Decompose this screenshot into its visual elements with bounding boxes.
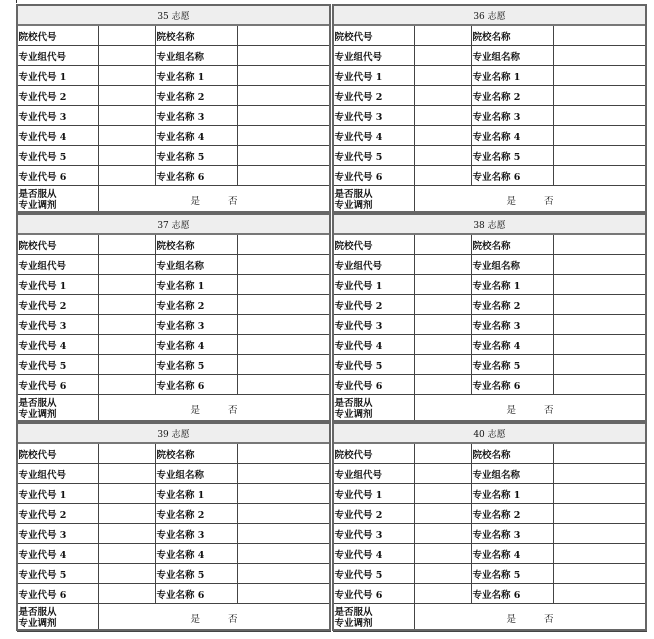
school-name-label: 院校名称: [471, 234, 553, 255]
form-row: [333, 504, 646, 524]
major-code-field[interactable]: [98, 484, 155, 504]
major-code-label: 专业代号 4: [333, 335, 414, 355]
major-code-label: 专业代号 6: [17, 375, 98, 395]
major-name-field[interactable]: [237, 66, 330, 86]
major-name-field[interactable]: [553, 375, 646, 395]
major-code-field[interactable]: [98, 544, 155, 564]
block-title: 38 志愿: [333, 214, 646, 234]
group-code-field[interactable]: [414, 255, 471, 275]
adjust-label: [333, 186, 414, 214]
school-name-label: 院校名称: [471, 25, 553, 46]
major-name-field[interactable]: [553, 355, 646, 375]
major-name-label: 专业名称 6: [471, 584, 553, 604]
form-row: [17, 464, 330, 484]
form-row: [17, 146, 330, 166]
volunteer-block: [16, 422, 331, 631]
major-name-label: 专业名称 5: [155, 564, 237, 584]
school-code-field[interactable]: [98, 25, 155, 46]
major-name-label: 专业名称 5: [471, 355, 553, 375]
block-title: 40 志愿: [333, 423, 646, 443]
major-code-label: 专业代号 3: [17, 315, 98, 335]
major-code-label: 专业代号 1: [17, 66, 98, 86]
major-code-field[interactable]: [414, 544, 471, 564]
major-code-label: 专业代号 2: [17, 295, 98, 315]
major-name-field[interactable]: [237, 584, 330, 604]
major-code-label: 专业代号 1: [17, 484, 98, 504]
major-name-field[interactable]: [237, 355, 330, 375]
top-border: [16, 0, 649, 3]
major-name-field[interactable]: [553, 564, 646, 584]
adjust-options: [98, 604, 330, 632]
major-name-label: 专业名称 5: [471, 564, 553, 584]
form-row: [17, 166, 330, 186]
yes-option[interactable]: 是: [190, 613, 200, 625]
major-code-label: 专业代号 4: [333, 126, 414, 146]
form-row: [333, 355, 646, 375]
adjust-line2: 专业调剂: [334, 199, 373, 211]
major-code-label: 专业代号 6: [333, 166, 414, 186]
group-name-field[interactable]: [237, 464, 330, 484]
major-name-label: 专业名称 1: [471, 484, 553, 504]
form-row: [17, 295, 330, 315]
adjust-options: [414, 186, 646, 214]
form-row: [17, 544, 330, 564]
form-row: [17, 504, 330, 524]
major-name-field[interactable]: [553, 66, 646, 86]
major-name-field[interactable]: [553, 504, 646, 524]
major-code-label: 专业代号 1: [333, 66, 414, 86]
yes-option[interactable]: 是: [190, 404, 200, 416]
adjust-line2: 专业调剂: [334, 408, 373, 420]
form-row: [333, 166, 646, 186]
major-name-label: 专业名称 2: [155, 295, 237, 315]
major-name-label: 专业名称 2: [471, 295, 553, 315]
major-code-label: 专业代号 1: [17, 275, 98, 295]
major-code-label: 专业代号 5: [17, 355, 98, 375]
major-name-label: 专业名称 4: [471, 544, 553, 564]
group-code-label: 专业组代号: [17, 46, 98, 66]
group-code-field[interactable]: [414, 464, 471, 484]
yes-option[interactable]: 是: [506, 613, 516, 625]
major-name-field[interactable]: [237, 315, 330, 335]
major-code-label: 专业代号 6: [17, 584, 98, 604]
major-code-field[interactable]: [414, 166, 471, 186]
major-code-label: 专业代号 4: [17, 544, 98, 564]
major-name-field[interactable]: [553, 524, 646, 544]
form-row: [17, 484, 330, 504]
no-option[interactable]: 否: [544, 404, 554, 416]
major-name-field[interactable]: [237, 504, 330, 524]
school-code-label: 院校代号: [333, 25, 414, 46]
group-code-label: 专业组代号: [333, 464, 414, 484]
major-code-label: 专业代号 5: [17, 564, 98, 584]
major-name-field[interactable]: [553, 544, 646, 564]
school-code-label: 院校代号: [333, 234, 414, 255]
form-row: [17, 25, 330, 46]
major-code-label: 专业代号 2: [17, 86, 98, 106]
major-name-field[interactable]: [553, 166, 646, 186]
major-code-label: 专业代号 3: [333, 524, 414, 544]
major-code-field[interactable]: [98, 355, 155, 375]
group-name-field[interactable]: [553, 46, 646, 66]
form-row: [333, 234, 646, 255]
group-code-label: 专业组代号: [333, 46, 414, 66]
major-name-label: 专业名称 5: [155, 355, 237, 375]
major-code-label: 专业代号 2: [333, 295, 414, 315]
form-row: [333, 126, 646, 146]
form-row: [17, 335, 330, 355]
major-code-label: 专业代号 3: [17, 524, 98, 544]
group-name-label: 专业组名称: [155, 46, 237, 66]
major-name-label: 专业名称 6: [155, 584, 237, 604]
form-row: [17, 66, 330, 86]
major-name-field[interactable]: [553, 86, 646, 106]
major-name-field[interactable]: [553, 275, 646, 295]
group-name-label: 专业组名称: [155, 464, 237, 484]
major-name-label: 专业名称 1: [155, 484, 237, 504]
major-name-label: 专业名称 1: [155, 66, 237, 86]
major-code-label: 专业代号 5: [333, 355, 414, 375]
major-code-label: 专业代号 2: [17, 504, 98, 524]
form-row: [17, 355, 330, 375]
form-row: [333, 584, 646, 604]
group-name-label: 专业组名称: [471, 46, 553, 66]
major-code-label: 专业代号 3: [17, 106, 98, 126]
form-row: [17, 375, 330, 395]
major-code-field[interactable]: [414, 564, 471, 584]
major-name-field[interactable]: [237, 146, 330, 166]
major-name-field[interactable]: [553, 335, 646, 355]
no-option[interactable]: 否: [228, 195, 238, 207]
form-row: [333, 544, 646, 564]
adjust-line2: 专业调剂: [18, 199, 57, 211]
group-code-label: 专业组代号: [17, 255, 98, 275]
major-name-field[interactable]: [237, 295, 330, 315]
adjust-label: [17, 395, 98, 423]
yes-option[interactable]: 是: [190, 195, 200, 207]
adjust-line1: 是否服从: [334, 397, 373, 409]
group-name-field[interactable]: [553, 464, 646, 484]
school-name-field[interactable]: [237, 443, 330, 464]
major-code-field[interactable]: [98, 86, 155, 106]
volunteer-block: [16, 4, 331, 213]
major-name-field[interactable]: [237, 166, 330, 186]
major-name-label: 专业名称 3: [471, 315, 553, 335]
major-name-label: 专业名称 6: [155, 375, 237, 395]
form-row: [17, 46, 330, 66]
major-name-label: 专业名称 6: [155, 166, 237, 186]
adjust-line2: 专业调剂: [18, 408, 57, 420]
volunteer-block: [332, 213, 647, 422]
major-name-field[interactable]: [237, 564, 330, 584]
adjust-label: [17, 186, 98, 214]
block-title: 35 志愿: [17, 5, 330, 25]
major-name-label: 专业名称 3: [471, 524, 553, 544]
form-row: [333, 335, 646, 355]
school-name-field[interactable]: [553, 234, 646, 255]
school-name-field[interactable]: [237, 25, 330, 46]
major-code-field[interactable]: [98, 126, 155, 146]
major-name-label: 专业名称 4: [471, 126, 553, 146]
school-name-label: 院校名称: [155, 234, 237, 255]
form-row: [333, 146, 646, 166]
school-name-label: 院校名称: [471, 443, 553, 464]
adjust-line1: 是否服从: [18, 606, 57, 618]
major-name-label: 专业名称 6: [471, 375, 553, 395]
major-code-field[interactable]: [414, 275, 471, 295]
major-name-label: 专业名称 2: [471, 86, 553, 106]
volunteer-block: [16, 213, 331, 422]
adjust-line2: 专业调剂: [18, 617, 57, 629]
major-code-label: 专业代号 5: [17, 146, 98, 166]
major-code-field[interactable]: [414, 66, 471, 86]
school-code-field[interactable]: [98, 443, 155, 464]
major-name-label: 专业名称 1: [155, 275, 237, 295]
major-code-label: 专业代号 5: [333, 146, 414, 166]
block-title: 39 志愿: [17, 423, 330, 443]
form-row: [333, 86, 646, 106]
major-name-field[interactable]: [237, 375, 330, 395]
major-code-field[interactable]: [414, 584, 471, 604]
major-code-field[interactable]: [414, 86, 471, 106]
major-name-field[interactable]: [553, 584, 646, 604]
major-code-label: 专业代号 4: [333, 544, 414, 564]
adjust-label: [333, 395, 414, 423]
block-title: 37 志愿: [17, 214, 330, 234]
major-code-label: 专业代号 2: [333, 86, 414, 106]
form-row: [333, 255, 646, 275]
major-code-field[interactable]: [98, 564, 155, 584]
major-code-field[interactable]: [98, 146, 155, 166]
form-row: [333, 275, 646, 295]
major-code-field[interactable]: [414, 504, 471, 524]
form-row: [333, 46, 646, 66]
major-name-label: 专业名称 2: [155, 504, 237, 524]
major-code-label: 专业代号 1: [333, 484, 414, 504]
major-name-field[interactable]: [553, 106, 646, 126]
group-name-label: 专业组名称: [155, 255, 237, 275]
form-row: [17, 255, 330, 275]
major-code-field[interactable]: [98, 504, 155, 524]
school-code-label: 院校代号: [333, 443, 414, 464]
form-row: [333, 443, 646, 464]
major-code-label: 专业代号 3: [333, 315, 414, 335]
no-option[interactable]: 否: [544, 613, 554, 625]
school-code-field[interactable]: [98, 234, 155, 255]
major-code-label: 专业代号 2: [333, 504, 414, 524]
major-name-field[interactable]: [237, 544, 330, 564]
major-name-label: 专业名称 4: [155, 126, 237, 146]
adjust-line1: 是否服从: [334, 188, 373, 200]
block-title: 36 志愿: [333, 5, 646, 25]
adjust-options: [98, 395, 330, 423]
major-name-field[interactable]: [553, 146, 646, 166]
adjust-label: [17, 604, 98, 632]
major-code-field[interactable]: [98, 295, 155, 315]
major-code-label: 专业代号 1: [333, 275, 414, 295]
group-name-label: 专业组名称: [471, 464, 553, 484]
form-row: [333, 464, 646, 484]
school-code-label: 院校代号: [17, 443, 98, 464]
adjust-options: [414, 604, 646, 632]
form-row: [17, 234, 330, 255]
group-name-field[interactable]: [237, 255, 330, 275]
form-row: [17, 275, 330, 295]
no-option[interactable]: 否: [228, 404, 238, 416]
adjust-options: [414, 395, 646, 423]
major-name-label: 专业名称 3: [155, 106, 237, 126]
major-code-label: 专业代号 4: [17, 335, 98, 355]
volunteer-block: [332, 4, 647, 213]
adjust-line1: 是否服从: [18, 397, 57, 409]
form-row: [17, 443, 330, 464]
school-code-field[interactable]: [414, 443, 471, 464]
school-code-label: 院校代号: [17, 234, 98, 255]
major-code-field[interactable]: [98, 66, 155, 86]
major-code-field[interactable]: [98, 335, 155, 355]
major-name-field[interactable]: [237, 106, 330, 126]
major-code-field[interactable]: [414, 315, 471, 335]
form-row: [333, 66, 646, 86]
form-row: [333, 375, 646, 395]
major-code-field[interactable]: [414, 484, 471, 504]
major-code-field[interactable]: [414, 375, 471, 395]
group-code-field[interactable]: [98, 46, 155, 66]
major-name-field[interactable]: [237, 484, 330, 504]
school-code-label: 院校代号: [17, 25, 98, 46]
major-code-field[interactable]: [414, 146, 471, 166]
group-name-field[interactable]: [553, 255, 646, 275]
major-name-label: 专业名称 6: [471, 166, 553, 186]
major-name-field[interactable]: [237, 524, 330, 544]
major-name-label: 专业名称 5: [155, 146, 237, 166]
form-row: [333, 25, 646, 46]
major-code-field[interactable]: [98, 166, 155, 186]
yes-option[interactable]: 是: [506, 195, 516, 207]
group-code-field[interactable]: [414, 46, 471, 66]
form-row: [333, 106, 646, 126]
group-code-label: 专业组代号: [17, 464, 98, 484]
major-name-field[interactable]: [553, 484, 646, 504]
major-code-field[interactable]: [414, 335, 471, 355]
school-name-label: 院校名称: [155, 443, 237, 464]
major-code-field[interactable]: [414, 126, 471, 146]
major-name-label: 专业名称 3: [155, 524, 237, 544]
school-code-field[interactable]: [414, 234, 471, 255]
adjust-line2: 专业调剂: [334, 617, 373, 629]
form-row: [17, 106, 330, 126]
form-row: [333, 484, 646, 504]
major-code-label: 专业代号 4: [17, 126, 98, 146]
major-name-label: 专业名称 2: [471, 504, 553, 524]
form-row: [17, 126, 330, 146]
major-code-label: 专业代号 3: [333, 106, 414, 126]
form-row: [17, 86, 330, 106]
major-code-field[interactable]: [98, 524, 155, 544]
major-code-field[interactable]: [414, 355, 471, 375]
form-row: [333, 295, 646, 315]
major-name-label: 专业名称 1: [471, 275, 553, 295]
major-code-field[interactable]: [98, 315, 155, 335]
group-code-field[interactable]: [98, 255, 155, 275]
form-row: [17, 564, 330, 584]
major-code-label: 专业代号 6: [17, 166, 98, 186]
major-name-label: 专业名称 4: [471, 335, 553, 355]
major-name-field[interactable]: [237, 275, 330, 295]
major-name-field[interactable]: [237, 126, 330, 146]
adjust-label: [333, 604, 414, 632]
major-code-field[interactable]: [98, 375, 155, 395]
major-code-field[interactable]: [98, 584, 155, 604]
major-name-label: 专业名称 5: [471, 146, 553, 166]
major-code-field[interactable]: [414, 524, 471, 544]
volunteer-block: [332, 422, 647, 631]
school-name-label: 院校名称: [155, 25, 237, 46]
major-name-field[interactable]: [553, 295, 646, 315]
form-row: [17, 584, 330, 604]
major-name-field[interactable]: [553, 126, 646, 146]
major-code-field[interactable]: [414, 106, 471, 126]
form-row: [17, 315, 330, 335]
yes-option[interactable]: 是: [506, 404, 516, 416]
major-name-label: 专业名称 3: [471, 106, 553, 126]
form-row: [333, 315, 646, 335]
school-name-field[interactable]: [553, 443, 646, 464]
school-name-field[interactable]: [237, 234, 330, 255]
adjust-line1: 是否服从: [18, 188, 57, 200]
major-name-label: 专业名称 1: [471, 66, 553, 86]
major-code-field[interactable]: [414, 295, 471, 315]
major-name-field[interactable]: [237, 335, 330, 355]
major-name-field[interactable]: [553, 315, 646, 335]
major-code-label: 专业代号 6: [333, 584, 414, 604]
major-name-label: 专业名称 4: [155, 335, 237, 355]
major-name-label: 专业名称 3: [155, 315, 237, 335]
major-name-label: 专业名称 4: [155, 544, 237, 564]
group-code-field[interactable]: [98, 464, 155, 484]
major-code-field[interactable]: [98, 106, 155, 126]
school-name-field[interactable]: [553, 25, 646, 46]
group-code-label: 专业组代号: [333, 255, 414, 275]
group-name-label: 专业组名称: [471, 255, 553, 275]
form-row: [333, 524, 646, 544]
major-code-label: 专业代号 5: [333, 564, 414, 584]
adjust-options: [98, 186, 330, 214]
major-code-label: 专业代号 6: [333, 375, 414, 395]
no-option[interactable]: 否: [544, 195, 554, 207]
adjust-line1: 是否服从: [334, 606, 373, 618]
form-row: [17, 524, 330, 544]
form-row: [333, 564, 646, 584]
major-name-label: 专业名称 2: [155, 86, 237, 106]
major-code-field[interactable]: [98, 275, 155, 295]
school-code-field[interactable]: [414, 25, 471, 46]
no-option[interactable]: 否: [228, 613, 238, 625]
group-name-field[interactable]: [237, 46, 330, 66]
major-name-field[interactable]: [237, 86, 330, 106]
